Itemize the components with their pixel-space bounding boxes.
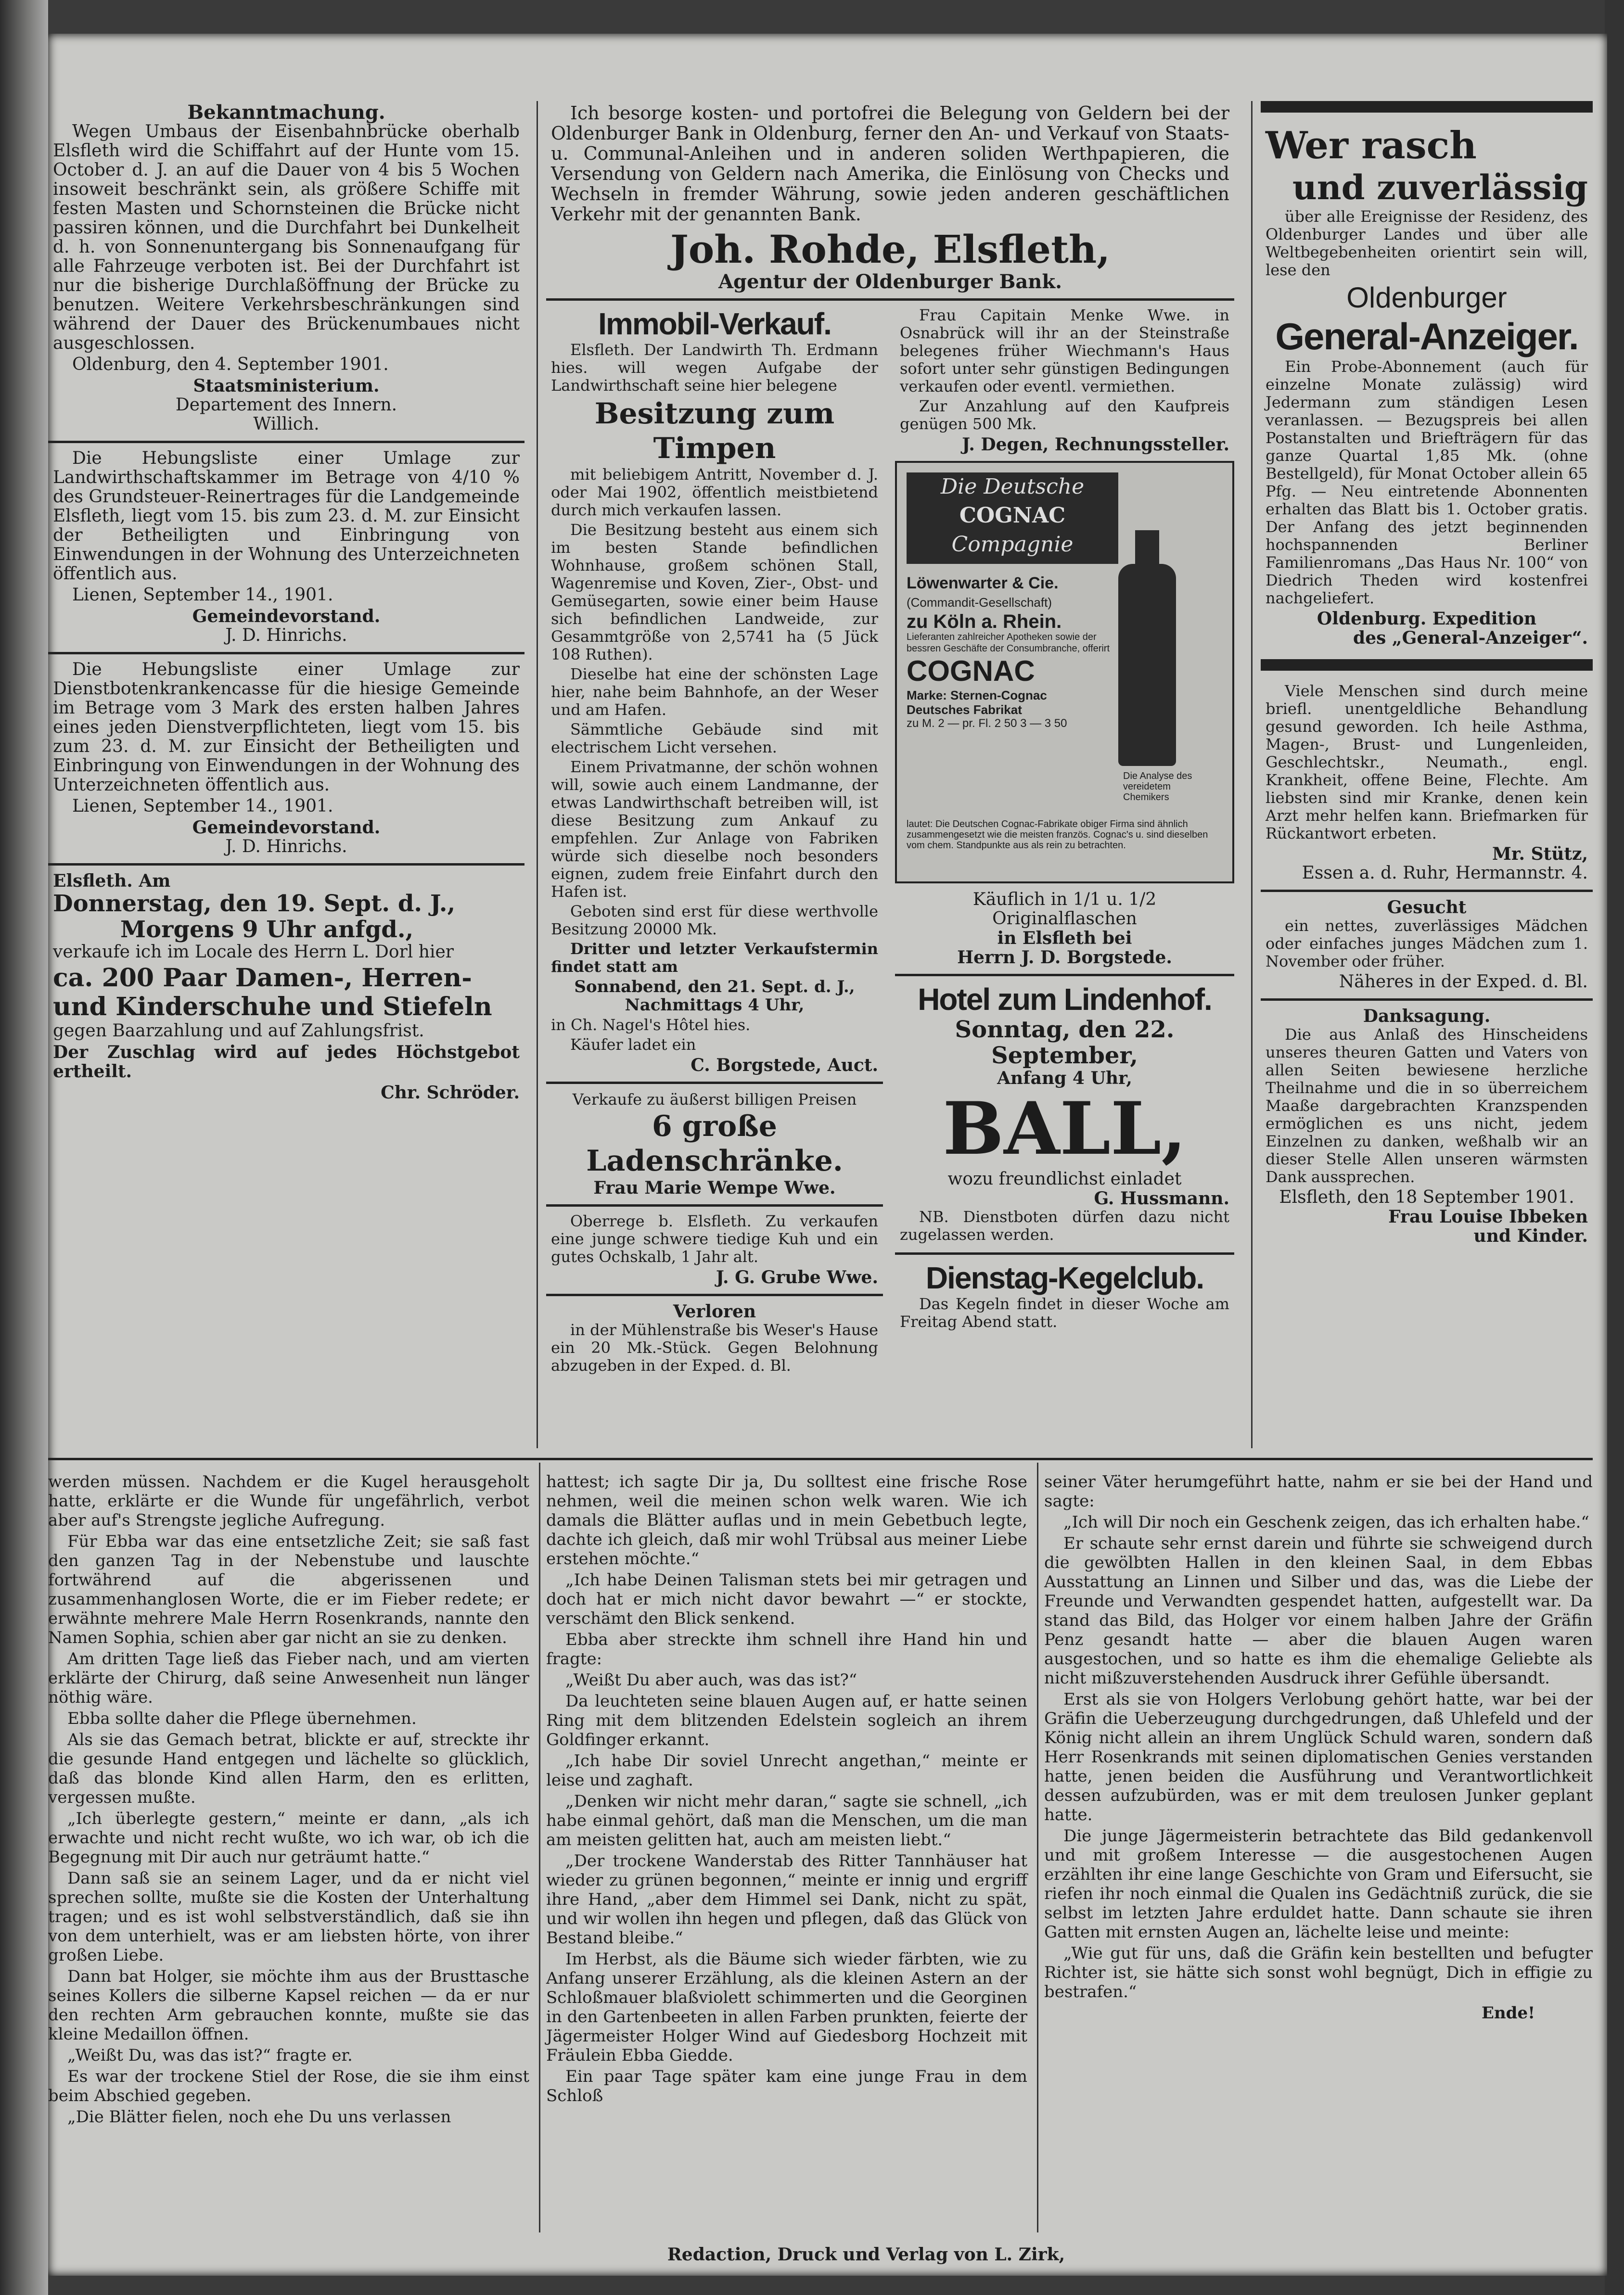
ad-headline: Donnerstag, den 19. Sept. d. J.,	[53, 890, 456, 917]
story-paragraph: Ebba aber streckte ihm schnell ihre Hand hin und fragte:	[546, 1630, 1027, 1669]
ad-text: Frau Capitain Menke Wwe. in Osnabrück will ihr an der Steinstraße belegenes früher Wiechmann's Haus sofort unter sehr günstigen Bedingungen verkaufen oder eventl. vermiethen.	[900, 306, 1229, 395]
imprint: Redaction, Druck und Verlag von L. Zirk,	[667, 2244, 1065, 2265]
column-divider	[1251, 101, 1253, 1448]
cognac-analysis: Die Analyse des vereidetem Chemikers	[1123, 771, 1192, 803]
cognac-banner-text: Die Deutsche	[940, 474, 1085, 499]
story-paragraph: Da leuchteten seine blauen Augen auf, er hatte seinen Ring mit dem blitzenden Edelstein sogleich an ihrem Goldfinger erkannt.	[546, 1692, 1027, 1749]
story-paragraph: „Die Blätter fielen, noch ehe Du uns verlassen	[67, 2107, 451, 2127]
cognac-title: COGNAC	[907, 655, 1035, 687]
ad-text: Das Kegeln findet in dieser Woche am Freitag Abend statt.	[900, 1295, 1229, 1331]
ad-headline: Morgens 9 Uhr anfgd.,	[120, 916, 414, 943]
ad-text: Käufer ladet ein	[570, 1035, 696, 1054]
story-paragraph: „Ich überlegte gestern,“ meinte er dann, „als ich erwachte und nicht recht wußte, wo ich war, ob ich die Begegnung mit Dir auch nur geträumt hatte.“	[48, 1809, 529, 1867]
ad-house-osnabrueck	[895, 305, 1234, 456]
ad-text: Der Zuschlag wird auf jedes Höchstgebot ertheilt.	[53, 1042, 520, 1082]
cognac-banner-text: COGNAC	[959, 503, 1066, 528]
ad-cabinets	[546, 1088, 883, 1199]
ad-signature: Oldenburg. Expedition	[1317, 609, 1537, 629]
ad-text: Sonnabend, den 21. Sept. d. J., Nachmittags 4 Uhr,	[574, 977, 855, 1015]
ad-text: in Elsfleth bei	[997, 928, 1132, 948]
ad-text: Dritter und letzter Verkaufstermin findet statt am	[551, 940, 878, 976]
ad-text: Sämmtliche Gebäude sind mit electrischem Licht versehen.	[551, 720, 878, 756]
ad-signature: Essen a. d. Ruhr, Hermannstr. 4.	[1302, 863, 1588, 883]
story-paragraph: „Weißt Du aber auch, was das ist?“	[565, 1670, 857, 1690]
ad-headline: BALL,	[943, 1086, 1187, 1171]
ad-text: Einem Privatmanne, der schön wohnen will, sowie auch einem Landmanne, der etwas Landwirthschaft betreiben will, ist diese Besitzung zum Ankauf zu empfehlen. Zur Anlage von Fabriken würde sich dieselbe noch besonders eignen, zudem freie Einfahrt durch den Hafen ist.	[551, 758, 878, 901]
ad-date: Sonntag, den 22. September,	[955, 1016, 1175, 1069]
ad-text: Näheres in der Exped. d. Bl.	[1339, 972, 1588, 992]
story-end: Ende!	[1482, 2003, 1535, 2023]
ad-headline: Immobil-Verkauf.	[598, 306, 831, 341]
story-paragraph: seiner Väter herumgeführt hatte, nahm er sie bei der Hand und sagte:	[1044, 1472, 1593, 1511]
story-paragraph: werden müssen. Nachdem er die Kugel herausgeholt hatte, erklärte er die Wunde für ungefährlich, verbot aber auf's Strengste jegliche Aufregung.	[48, 1472, 529, 1530]
notice-date: Oldenburg, den 4. September 1901.	[72, 355, 389, 374]
ad-text: Ein Probe-Abonnement (auch für einzelne Monate zulässig) wird Jedermann zum ständigen Lesen veranlassen. — Bezugspreis bei allen Postanstalten und Briefträgern für das ganze Quartal 1,85 Mk. (ohne Bestellgeld), für Monat October allein 65 Pfg. — Neu eintretende Abonnenten erhalten das Blatt bis 1. October gratis. Der Anfang des jetzt beginnenden hochspannenden Berliner Familienromans „Das Haus Nr. 100“ von Diedrich Theden wird kostenfrei nachgeliefert.	[1266, 357, 1588, 607]
ad-cognac-sale	[895, 888, 1234, 969]
ad-text: Viele Menschen sind durch meine briefl. unentgeldliche Behandlung gesund geworden. Ich heile Asthma, Magen-, Brust- und Lungenleiden, Geschlechtskr., Neumath., engl. Krankheit, offene Beine, Flechte. Am liebsten sind mir Kranke, denen kein Arzt mehr helfen kann. Briefmarken für Rückantwort erbeten.	[1266, 682, 1588, 842]
ad-headline: Gesucht	[1387, 897, 1467, 918]
ad-text: Ich besorge kosten- und portofrei die Belegung von Geldern bei der Oldenburger Bank in Oldenburg, ferner den An- und Verkauf von Staats- u. Communal-Anleihen und in anderen soliden Werthpapieren, die Versendung von Geldern nach Amerika, die Einlösung von Checks und Wechseln in fremder Währung, sowie jeden anderen geschäftlichen Verkehr mit der genannten Bank.	[551, 102, 1229, 225]
ad-text: ein nettes, zuverlässiges Mädchen oder einfaches junges Mädchen zum 1. November oder früher.	[1266, 917, 1588, 970]
ad-text: Verkaufe zu äußerst billigen Preisen	[572, 1090, 857, 1109]
ad-text: gegen Baarzahlung und auf Zahlungsfrist.	[53, 1021, 424, 1041]
ad-headline: Besitzung zum Timpen	[594, 397, 835, 465]
story-paragraph: Im Herbst, als die Bäume sich wieder färbten, wie zu Anfang unserer Erzählung, als die kleinen Astern an der Schloßmauer blaßviolett schimmerten und die Georginen in den Gartenbeeten in allen Farben prunkten, feierte der Jägermeister Holger Wind auf Giedesborg Hochzeit mit Fräulein Ebba Giedde.	[546, 1950, 1027, 2065]
ad-headline: Oldenburger	[1346, 281, 1507, 314]
newspaper-page	[48, 34, 1607, 2276]
ad-text: Elsfleth. Der Landwirth Th. Erdmann hies. will wegen Aufgabe der Landwirthschaft seine hier belegene	[551, 341, 878, 395]
ad-bank	[546, 101, 1234, 293]
ad-signature: Frau Louise Ibbeken	[1388, 1207, 1588, 1227]
story-paragraph: hattest; ich sagte Dir ja, Du solltest eine frische Rose nehmen, weil die meinen schon welk waren. Wie ich damals die Blätter auflas und in mein Gebetbuch legte, dachte ich gleich, daß mir wohl Trübsal aus meiner Liebe erstehen möchte.“	[546, 1472, 1027, 1568]
ad-headline: Hotel zum Lindenhof.	[918, 982, 1212, 1017]
notice-date: Lienen, September 14., 1901.	[72, 796, 333, 816]
ad-lead: Elsfleth. Am	[53, 871, 171, 891]
story-paragraph: Als sie das Gemach betrat, blickte er auf, streckte ihr die gesunde Hand entgegen und lächelte so glücklich, daß das blonde Kind allen Harm, den es erlitten, vergessen mußte.	[48, 1730, 529, 1807]
notice-levy-1	[48, 447, 524, 647]
ad-text: Zur Anzahlung auf den Kaufpreis genügen 500 Mk.	[900, 397, 1229, 433]
ad-signature: und Kinder.	[1473, 1226, 1588, 1246]
story-paragraph: „Ich habe Dir soviel Unrecht angethan,“ meinte er leise und zaghaft.	[546, 1751, 1027, 1790]
book-edge	[0, 0, 48, 2295]
notice-signature: Gemeindevorstand.	[192, 606, 381, 626]
ad-signature: Chr. Schröder.	[381, 1083, 520, 1103]
story-paragraph: Die junge Jägermeisterin betrachtete das Bild gedankenvoll und mit großem Interesse — die ausgestochenen Augen erzählten ihr eine lange Geschichte von Gram und Eifersucht, sie riefen ihr noch einmal die Qualen ins Gedächtniß zurück, die sie selbst im letzten Jahre erduldet hatte. Dann schaute sie ihren Gatten mit ernsten Augen an, lächelte leise und meinte:	[1044, 1826, 1593, 1942]
ad-time: Anfang 4 Uhr,	[997, 1068, 1132, 1088]
column-divider	[539, 1463, 540, 2232]
column-divider	[1037, 1463, 1038, 2232]
notice-text: Die Hebungsliste einer Umlage zur Dienstbotenkrankencasse für die hiesige Gemeinde im Betrage vom 3 Mark des ersten halben Jahres eines jeden Dienstverpflichteten, liegt vom 15. bis zum 23. d. M. zur Einsicht der Betheiligten und Einbringung von Einwendungen in der Wohnung des Unterzeichneten öffentlich aus.	[53, 660, 520, 795]
cognac-mark: Marke: Sternen-Cognac Deutsches Fabrikat	[907, 688, 1047, 717]
story-paragraph: „Weißt Du, was das ist?“ fragte er.	[67, 2046, 353, 2065]
ad-headline: Danksagung.	[1363, 1006, 1491, 1026]
ad-headline: Dienstag-Kegelclub.	[925, 1261, 1204, 1295]
story-column-1	[48, 1472, 529, 2129]
ad-date: Elsfleth, den 18 September 1901.	[1279, 1187, 1574, 1207]
story-paragraph: Am dritten Tage ließ das Fieber nach, und am vierten erklärte der Chirurg, daß seine Anwesenheit nun länger nöthig wäre.	[48, 1649, 529, 1707]
ad-text: verkaufe ich im Locale des Herrn L. Dorl hier	[53, 942, 454, 962]
ad-headline: und zuverlässig	[1292, 167, 1588, 207]
ad-cognac	[895, 461, 1234, 883]
notice-signature: J. D. Hinrichs.	[225, 837, 347, 856]
cognac-firm-sub: (Commandit-Gesellschaft)	[907, 595, 1052, 610]
cognac-prices: zu M. 2 — pr. Fl. 2 50 3 — 3 50	[907, 717, 1067, 730]
notice-signature: Gemeindevorstand.	[192, 817, 381, 838]
ad-headline: Verloren	[673, 1301, 756, 1322]
story-paragraph: „Denken wir nicht mehr daran,“ sagte sie schnell, „ich habe einmal gehört, daß man die Menschen, um die man am meisten gelitten hat, auch am meisten liebt.“	[546, 1792, 1027, 1849]
ad-signature: Mr. Stütz,	[1492, 844, 1588, 864]
story-paragraph: „Ich habe Deinen Talisman stets bei mir getragen und doch hat er mich nicht davor bewahrt —“ er stockte, verschämt den Blick senkend.	[546, 1570, 1027, 1628]
column-middle	[546, 101, 1234, 1411]
story-paragraph: Erst als sie von Holgers Verlobung gehört hatte, war bei der Gräfin die Ueberzeugung durchgedrungen, daß Uhlefeld und der König nicht allein an ihrem Unglück Schuld waren, sondern daß Herr Rosenkrands mit seinen diplomatischen Genies verstanden hatte, jenen beiden die Ausführung und Verantwortlichkeit dessen aufzubürden, was er mit dem treulosen Junker geplant hatte.	[1044, 1690, 1593, 1824]
story-paragraph: Dann bat Holger, sie möchte ihm aus der Brusttasche seines Kollers die silberne Kapsel reichen — da er nur den rechten Arm gebrauchen konnte, mußte sie das kleine Medaillon öffnen.	[48, 1967, 529, 2044]
ad-wanted	[1261, 896, 1593, 994]
ad-signature: G. Hussmann.	[1094, 1188, 1229, 1209]
cognac-banner-text: Compagnie	[951, 532, 1074, 557]
ad-text: NB. Dienstboten dürfen dazu nicht zugelassen werden.	[900, 1208, 1229, 1244]
ad-cow	[546, 1211, 883, 1289]
story-paragraph: Dann saß sie an seinem Lager, und da er nicht viel sprechen sollte, mußte sie die Kosten der Unterhaltung tragen; und es ist wohl selbstverständlich, daß sie ihn von dem unterhielt, was er am liebsten hörte, von ihrer großen Liebe.	[48, 1869, 529, 1965]
ad-shoe-sale	[48, 869, 524, 1104]
ad-text: in Ch. Nagel's Hôtel hies.	[551, 1016, 751, 1034]
ad-text: Die aus Anlaß des Hinscheidens unseres theuren Gatten und Vaters von allen Seiten bewiesene herzliche Theilnahme und die in so überreichem Maaße dargebrachten Kranzspenden ermöglichen es uns nicht, jedem Einzelnen zu danken, weßhalb wir an dieser Stelle Allen unseren wärmsten Dank aussprechen.	[1266, 1025, 1588, 1186]
ad-text: Oberrege b. Elsfleth. Zu verkaufen eine junge schwere tiedige Kuh und ein gutes Ochskalb, 1 Jahr alt.	[551, 1212, 878, 1266]
section-divider	[48, 1458, 1593, 1460]
notice-title: Bekanntmachung.	[187, 101, 385, 124]
ad-signature: C. Borgstede, Auct.	[691, 1055, 878, 1075]
notice-text: Wegen Umbaus der Eisenbahnbrücke oberhalb Elsfleth wird die Schiffahrt auf der Hunte vom 15. October d. J. an auf die Dauer von 4 bis 5 Wochen insoweit beschränkt sein, als größere Schiffe mit festen Masten und Schornsteinen die Brücke nicht passiren können, und die Durchfahrt bei Dunkelheit d. h. von Sonnenuntergang bis Sonnenaufgang für alle Fahrzeuge verboten ist. Bei der Durchfahrt ist nur die bisherige Durchlaßöffnung der Brücke zu benutzen. Weitere Verkehrsbeschränkungen sind während der Dauer des Brückenumbaues nicht ausgeschlossen.	[53, 122, 520, 353]
story-column-2	[546, 1472, 1027, 2107]
ad-headline: Joh. Rohde, Elsfleth,	[670, 227, 1111, 272]
column-right	[1261, 101, 1593, 1252]
ad-signature: J. G. Grube Wwe.	[716, 1267, 878, 1288]
story-paragraph: „Ich will Dir noch ein Geschenk zeigen, das ich erhalten habe.“	[1063, 1513, 1589, 1532]
notice-signature: Departement des Innern.	[175, 395, 397, 415]
ad-text: mit beliebigem Antritt, November d. J. oder Mai 1902, öffentlich meistbietend durch mich verkaufen lassen.	[551, 465, 878, 519]
cognac-fineprint: lautet: Die Deutschen Cognac-Fabrikate obiger Firma sind ähnlich zusammengesetzt wie die meisten französ. Cognac's u. sind dieselben vom chem. Standpunkte aus als rein zu betrachten.	[907, 819, 1208, 851]
ad-ball	[895, 980, 1234, 1248]
notice-signature: J. D. Hinrichs.	[225, 625, 347, 645]
column-left	[48, 101, 524, 1109]
col2-left	[546, 305, 883, 1383]
ad-headline: General-Anzeiger.	[1275, 315, 1578, 357]
story-paragraph: „Wie gut für uns, daß die Gräfin kein bestellten und befugter Richter ist, sie hätte sich sonst wohl begnügt, Dich in effigie zu bestrafen.“	[1044, 1944, 1593, 2002]
col2-right	[895, 305, 1234, 1339]
notice-date: Lienen, September 14., 1901.	[72, 585, 333, 605]
story-column-3	[1044, 1472, 1593, 2023]
ad-general-anzeiger	[1261, 122, 1593, 650]
ad-text: Geboten sind erst für diese werthvolle Besitzung 20000 Mk.	[551, 902, 878, 938]
ad-thanks	[1261, 1005, 1593, 1248]
right-shadow	[1605, 0, 1624, 2295]
ad-headline: ca. 200 Paar Damen-, Herren- und Kinderschuhe und Stiefeln	[53, 963, 492, 1021]
ad-stuetz	[1261, 680, 1593, 885]
ad-signature: J. Degen, Rechnungssteller.	[962, 434, 1229, 455]
ad-headline: 6 große Ladenschränke.	[586, 1109, 843, 1178]
column-divider	[537, 101, 538, 1448]
story-paragraph: „Der trockene Wanderstab des Ritter Tannhäuser hat wieder zu grünen begonnen,“ meinte er innig und ergriff ihre Hand, „aber dem Himmel sei Dank, nicht zu spät, und wir wollen ihn hegen und pflegen, daß das Glück von Bestand bleibe.“	[546, 1851, 1027, 1948]
notice-bridge	[48, 101, 524, 436]
ad-text: Herrn J. D. Borgstede.	[957, 947, 1172, 968]
cognac-city: zu Köln a. Rhein.	[907, 611, 1062, 632]
ad-kegelclub	[895, 1259, 1234, 1335]
ad-signature: des „General-Anzeiger“.	[1353, 628, 1588, 648]
story-paragraph: Ebba sollte daher die Pflege übernehmen.	[67, 1709, 417, 1728]
ad-subline: Agentur der Oldenburger Bank.	[718, 270, 1062, 293]
cognac-firm: Löwenwarter & Cie.	[907, 574, 1059, 592]
ad-lost	[546, 1300, 883, 1378]
ad-text: Käuflich in 1/1 u. 1/2 Originalflaschen	[972, 890, 1157, 929]
notice-signature: Willich.	[253, 414, 320, 434]
ad-headline: Wer rasch	[1266, 124, 1477, 167]
cognac-small: Lieferanten zahlreicher Apotheken sowie der bessren Geschäfte der Consumbranche, offerirt	[907, 632, 1110, 654]
cognac-banner	[907, 472, 1118, 564]
ad-text: über alle Ereignisse der Residenz, des Oldenburger Landes und über alle Weltbegebenheiten orientirt sein will, lese den	[1266, 207, 1588, 279]
ad-text: wozu freundlichst einladet	[947, 1169, 1182, 1189]
ad-text: in der Mühlenstraße bis Weser's Hause ein 20 Mk.-Stück. Gegen Belohnung abzugeben in der Exped. d. Bl.	[551, 1321, 878, 1375]
notice-text: Die Hebungsliste einer Umlage zur Landwirthschaftskammer im Betrage von 4/10 % des Grundsteuer-Reinertrages für die Landgemeinde Elsfleth, liegt vom 15. bis zum 23. d. M. zur Einsicht der Betheiligten und Einbringung von Einwendungen in der Wohnung des Unterzeichneten öffentlich aus.	[53, 448, 520, 584]
cognac-body	[907, 574, 1113, 730]
story-paragraph: Er schaute sehr ernst darein und führte sie schweigend durch die gewölbten Hallen in den kleinen Saal, in dem Ebbas Ausstattung an Linnen und Silber und das, was die Liebe der Freunde und Verwandten gespendet hatten, aufgestellt war. Da stand das Bild, das Holger vor einem halben Jahre der Gräfin Penz gesandt hatte — aber die blauen Augen waren ausgestochen, und so hatte es ihm die ehemalige Geliebte als nicht mißzuverstehenden Ausdruck ihrer Gefühle übersandt.	[1044, 1534, 1593, 1688]
story-paragraph: Für Ebba war das eine entsetzliche Zeit; sie saß fast den ganzen Tag in der Nebenstube und lauschte fortwährend auf die abgerissenen und zusammenhanglosen Worte, die er im Fieber redete; er erwähnte mehrere Male Herrn Rosenkrands, nannte den Namen Sophia, schien aber gar nicht an sie zu denken.	[48, 1532, 529, 1647]
ad-text: Die Besitzung besteht aus einem sich im besten Stande befindlichen Wohnhause, großem schönen Stall, Wagenremise und Koven, Zier-, Obst- und Gemüsegarten, sowie einer beim Hause sich befindlichen Landweide, zur Gesammtgröße von 2,5741 ha (5 Jück 108 Ruthen).	[551, 521, 878, 663]
notice-signature: Staatsministerium.	[193, 376, 380, 396]
notice-levy-2	[48, 658, 524, 858]
ad-text: Dieselbe hat eine der schönsten Lage hier, nahe beim Bahnhofe, an der Weser und am Hafen.	[551, 665, 878, 719]
ad-signature: Frau Marie Wempe Wwe.	[593, 1178, 836, 1198]
story-paragraph: Es war der trockene Stiel der Rose, die sie ihm einst beim Abschied gegeben.	[48, 2067, 529, 2105]
story-paragraph: Ein paar Tage später kam eine junge Frau in dem Schloß	[546, 2067, 1027, 2105]
bottle-icon	[1118, 564, 1176, 766]
ad-real-estate	[546, 305, 883, 1077]
